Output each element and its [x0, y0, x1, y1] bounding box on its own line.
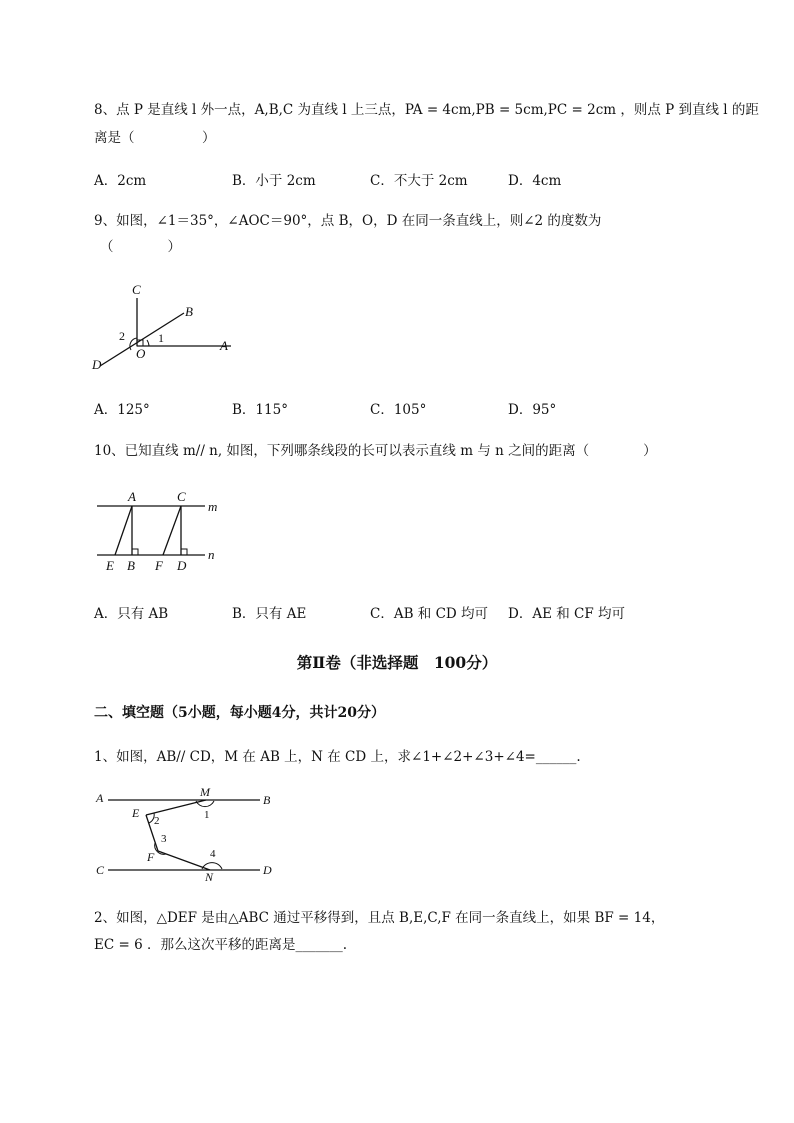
q10-option-a: A．只有 AB: [94, 606, 169, 622]
f1-label-angle2: 2: [154, 815, 160, 827]
f1-label-a: A: [96, 791, 104, 805]
q8-stem-line2: 离是（ ）: [94, 130, 216, 146]
part2-title: 第Ⅱ卷（非选择题 100分）: [296, 653, 498, 672]
q10-label-e: E: [106, 558, 114, 573]
f2-stem-line1: 2、如图，△DEF 是由△ABC 通过平移得到，且点 B,E,C,F 在同一条直线上，如果 BF = 14，: [94, 910, 665, 926]
q10-segment-cf: [163, 506, 181, 555]
q9-label-o: O: [136, 346, 146, 361]
q10-stem: 10、已知直线 m// n, 如图，下列哪条线段的长可以表示直线 m 与 n 之间的距离（ ）: [94, 443, 657, 459]
f1-label-m: M: [200, 785, 210, 799]
q10-right-angle-d: [181, 549, 187, 555]
f1-label-angle1: 1: [204, 809, 210, 821]
section2-title: 二、填空题（5小题，每小题4分，共计20分）: [94, 705, 385, 721]
q8-stem-line1: 8、点 P 是直线 l 外一点，A,B,C 为直线 l 上三点，PA = 4cm,PB = 5cm,PC = 2cm ，则点 P 到直线 l 的距: [94, 102, 759, 118]
q9-label-angle1: 1: [158, 331, 164, 345]
f1-label-f: F: [147, 850, 155, 864]
q9-stem-line2: （ ）: [100, 239, 181, 255]
f2-stem-line2: EC = 6 ．那么这次平移的距离是_______.: [94, 937, 347, 953]
q9-label-angle2: 2: [119, 329, 125, 343]
f1-label-e: E: [132, 806, 140, 820]
q9-figure: [88, 278, 248, 378]
q9-option-d: D．95°: [508, 402, 557, 418]
q10-label-c: C: [177, 489, 186, 504]
q9-option-a: A．125°: [94, 402, 150, 418]
f1-label-angle4: 4: [210, 848, 216, 860]
q9-label-c: C: [132, 282, 141, 297]
q10-label-m: m: [208, 499, 218, 514]
f1-label-b: B: [263, 793, 271, 807]
f1-label-c: C: [96, 863, 105, 877]
f1-label-angle3: 3: [161, 833, 167, 845]
q10-label-n: n: [208, 547, 215, 562]
q9-label-b: B: [185, 304, 193, 319]
q10-segment-ae: [115, 506, 132, 555]
q10-label-b: B: [127, 558, 135, 573]
f1-label-d: D: [263, 863, 272, 877]
q10-label-d: D: [177, 558, 187, 573]
q9-option-c: C．105°: [370, 402, 427, 418]
q8-option-a: A．2cm: [94, 173, 147, 189]
q10-label-f: F: [155, 558, 163, 573]
q9-stem-line1: 9、如图，∠1＝35°，∠AOC＝90°，点 B，O，D 在同一条直线上，则∠2 的度数为: [94, 213, 602, 229]
q9-angle1-arc: [147, 340, 149, 346]
q10-figure: [92, 486, 232, 576]
q10-option-c: C．AB 和 CD 均可: [370, 606, 489, 622]
q8-option-d: D．4cm: [508, 173, 562, 189]
q10-label-a: A: [128, 489, 136, 504]
q8-option-b: B．小于 2cm: [232, 173, 316, 189]
f1-label-n: N: [205, 870, 214, 882]
q9-label-a: A: [220, 338, 228, 353]
q10-option-d: D．AE 和 CF 均可: [508, 606, 625, 622]
q10-option-b: B．只有 AE: [232, 606, 307, 622]
f1-figure: [90, 782, 290, 882]
q9-label-d: D: [92, 357, 102, 372]
f1-stem: 1、如图，AB// CD，M 在 AB 上，N 在 CD 上，求∠1+∠2+∠3+∠4=______.: [94, 749, 581, 765]
q10-right-angle-b: [132, 549, 138, 555]
q8-option-c: C．不大于 2cm: [370, 173, 468, 189]
q9-option-b: B．115°: [232, 402, 288, 418]
